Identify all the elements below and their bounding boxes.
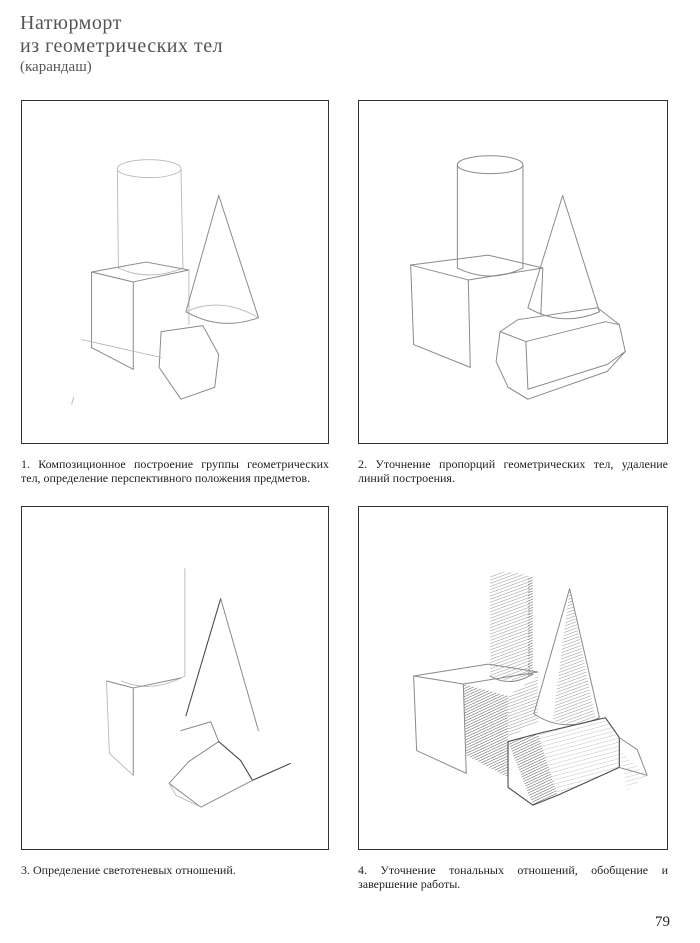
caption-3: 3. Определение светотеневых отношений. (21, 863, 236, 877)
box-sketch (106, 678, 181, 775)
prism-sketch (72, 326, 219, 404)
sketch-stage-4-image (359, 507, 667, 849)
prism-sketch (169, 722, 290, 807)
cone-shaded (534, 589, 600, 725)
sketch-stage-3-image (22, 507, 328, 849)
page-header (20, 12, 223, 77)
sketch-stage-2-image (359, 101, 667, 443)
cylinder-sketch (121, 569, 185, 687)
box-sketch (411, 255, 543, 367)
drawing-panel-1 (21, 100, 329, 444)
page-number: 79 (655, 914, 670, 930)
cone-sketch (186, 196, 259, 324)
sketch-stage-1-image (22, 101, 328, 443)
cone-sketch (528, 195, 600, 318)
caption-2: 2. Уточнение пропорций геометрических тел, удаление линий построения. (358, 457, 668, 485)
prism-shaded (508, 718, 647, 805)
cylinder-sketch (117, 160, 183, 275)
caption-1: 1. Композиционное построение группы геометрических тел, определение перспективного положения предметов. (21, 457, 329, 485)
page-title-line-2: из геометрических тел (20, 35, 224, 57)
drawing-panel-4 (358, 506, 668, 850)
drawing-panel-3 (21, 506, 329, 850)
cone-sketch (186, 599, 259, 731)
page-title-line-1: Натюрморт (20, 12, 122, 34)
page-subtitle: (карандаш) (20, 59, 92, 75)
prism-sketch (496, 308, 625, 399)
box-sketch (92, 262, 189, 369)
caption-4: 4. Уточнение тональных отношений, обобщение и завершение работы. (358, 863, 668, 891)
drawing-panel-2 (358, 100, 668, 444)
